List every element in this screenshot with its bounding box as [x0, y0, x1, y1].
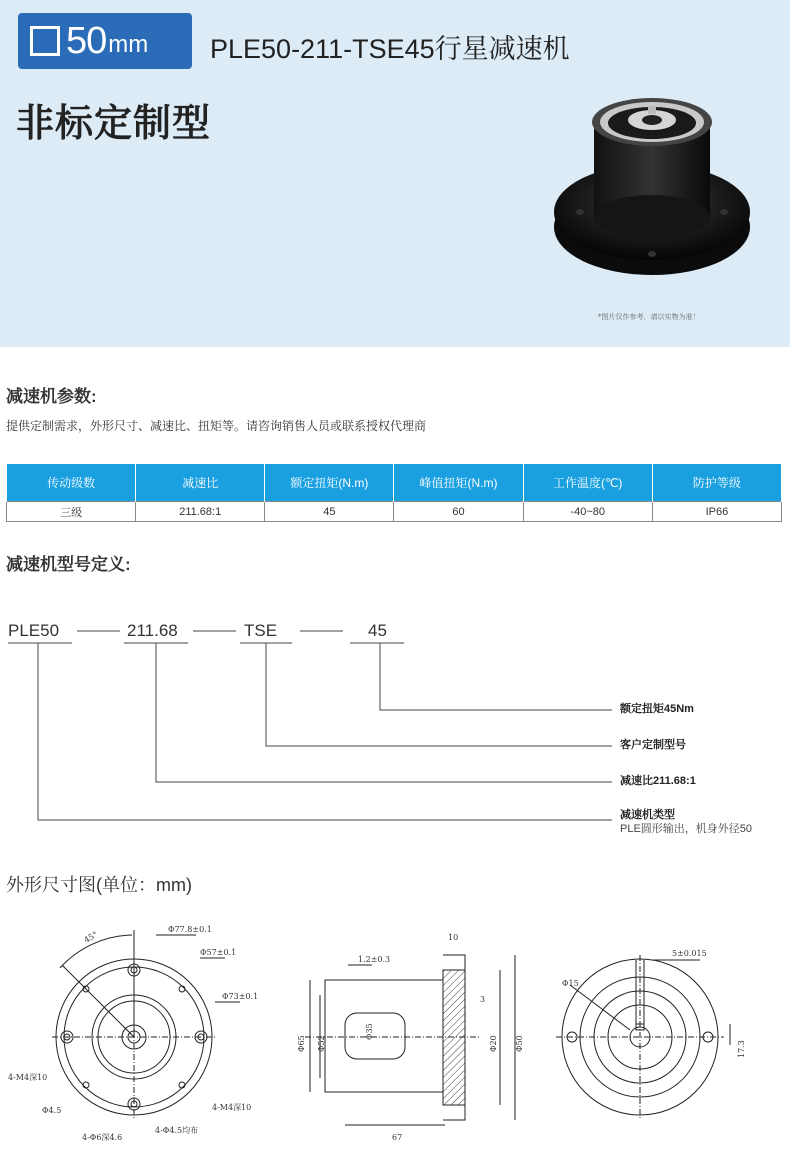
- label-custom: 客户定制型号: [620, 739, 686, 751]
- front-view: [52, 930, 240, 1119]
- dim-length: 67: [392, 1133, 403, 1142]
- col-header: 工作温度(℃): [523, 464, 652, 502]
- dim-pcd: Φ57±0.1: [200, 948, 237, 957]
- table-cell: 三级: [7, 502, 136, 522]
- label-torque: 额定扭矩45Nm: [620, 703, 694, 715]
- dim-shaft-dia: Φ15: [562, 979, 579, 988]
- dim-bore: Φ35: [365, 1023, 374, 1040]
- table-cell: 45: [265, 502, 394, 522]
- dim-key-width: 5±0.015: [672, 949, 707, 958]
- size-unit: mm: [108, 31, 149, 58]
- label-type: 减速机类型: [620, 809, 675, 821]
- dim-phi45: 4-Φ4.5均布: [155, 1126, 199, 1135]
- dim-phi6: 4-Φ6深4.6: [82, 1133, 123, 1142]
- dim-body-dia: Φ65: [297, 1035, 306, 1052]
- page-subtitle: 非标定制型: [16, 103, 212, 145]
- col-header: 防护等级: [652, 464, 781, 502]
- col-header: 峰值扭矩(N.m): [394, 464, 523, 502]
- size-number: 50: [66, 19, 107, 62]
- image-note: *图片仅作参考，请以实物为准！: [598, 313, 700, 321]
- col-header: 减速比: [136, 464, 265, 502]
- table-cell: -40~80: [523, 502, 652, 522]
- label-ratio: 减速比211.68:1: [620, 775, 696, 787]
- hero-banner: [0, 0, 790, 347]
- col-header: 额定扭矩(N.m): [265, 464, 394, 502]
- dim-outer-dia: Φ77.8±0.1: [168, 925, 212, 934]
- dim-flange-dia: Φ50: [515, 1035, 524, 1052]
- table-header-row: [7, 464, 782, 502]
- table-cell: 211.68:1: [136, 502, 265, 522]
- params-description: 提供定制需求，外形尺寸、减速比、扭矩等。请咨询销售人员或联系授权代理商: [6, 419, 427, 433]
- dim-m4-left: 4-M4深10: [8, 1073, 48, 1082]
- code-ratio: 211.68: [127, 621, 178, 640]
- rear-view: [556, 955, 730, 1119]
- dim-flange-thk: 10: [448, 933, 459, 942]
- params-title: 减速机参数:: [6, 387, 97, 406]
- dim-inner-dia: Φ52: [317, 1035, 326, 1052]
- dim-step: 3: [480, 995, 486, 1004]
- dim-angle: 45°: [82, 929, 100, 945]
- dim-key-height: 17.3: [737, 1040, 746, 1058]
- table-cell: IP66: [652, 502, 781, 522]
- dimension-drawings: [0, 915, 790, 1163]
- dim-shaft-step: 1.2±0.3: [358, 955, 391, 964]
- dim-spigot: Φ20: [489, 1035, 498, 1052]
- params-table: [6, 463, 782, 522]
- side-view: [305, 955, 515, 1125]
- table-row: [7, 502, 782, 522]
- code-torque: 45: [368, 621, 387, 640]
- code-custom: TSE: [244, 621, 278, 640]
- size-badge: [18, 13, 192, 69]
- model-title: PLE50-211-TSE45行星减速机: [210, 34, 570, 64]
- col-header: 传动级数: [7, 464, 136, 502]
- model-def-diagram: [0, 600, 790, 850]
- product-image: [552, 82, 752, 282]
- label-type-note: PLE圆形输出，机身外径50: [620, 823, 753, 835]
- dim-m4-right: 4-M4深10: [212, 1103, 252, 1112]
- drawing-title: 外形尺寸图(单位：mm): [6, 875, 192, 895]
- code-series: PLE50: [8, 621, 60, 640]
- model-def-title: 减速机型号定义:: [6, 555, 131, 574]
- dim-hole: Φ4.5: [42, 1106, 62, 1115]
- dim-mount-dia: Φ73±0.1: [222, 992, 259, 1001]
- table-cell: 60: [394, 502, 523, 522]
- square-icon: [30, 26, 60, 56]
